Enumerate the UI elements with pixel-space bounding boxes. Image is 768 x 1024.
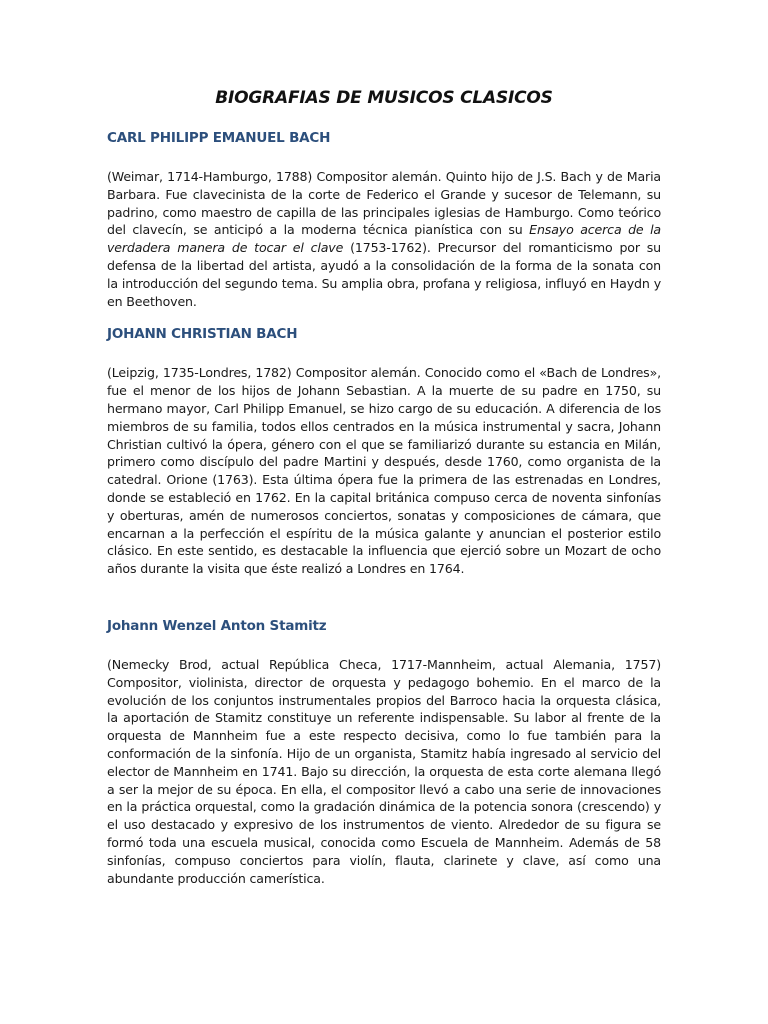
biography-paragraph: (Leipzig, 1735-Londres, 1782) Compositor alemán. Conocido como el «Bach de Londres», fue el menor de los hijos de Johann Sebastian. A la muerte de su padre en 1750, su hermano mayor, Carl Philipp Emanuel, se hizo cargo de su educación. A diferencia de los miembros de su familia, todos ellos centrados en la música instrumental y sacra, Johann Christian cultivó la ópera, género con el que se familiarizó durante su estancia en Milán, primero como discípulo del padre Martini y después, desde 1760, como organista de la catedral. Orione (1763). Esta última ópera fue la primera de las estrenadas en Londres, donde se estableció en 1762. En la capital británica compuso cerca de noventa sinfonías y oberturas, amén de numerosos conciertos, sonatas y composiciones de cámara, que encarnan a la perfección el espíritu de la música galante y anuncian el posterior estilo clásico. En este sentido, es destacable la influencia que ejerció sobre un Mozart de ocho años durante la visita que éste realizó a Londres en 1764. xyxy=(107,365,661,577)
biography-paragraph: (Nemecky Brod, actual República Checa, 1717-Mannheim, actual Alemania, 1757) Compositor, violinista, director de orquesta y pedagogo bohemio. En el marco de la evolución de los conjuntos instrumentales propios del Barroco hacia la orquesta clásica, la aportación de Stamitz constituye un referente indispensable. Su labor al frente de la orquesta de Mannheim fue a este respecto decisiva, como lo fue también para la conformación de la sinfonía. Hijo de un organista, Stamitz había ingresado al servicio del elector de Mannheim en 1741. Bajo su dirección, la orquesta de esta corte alemana llegó a ser la mejor de su época. En ella, el compositor llevó a cabo una serie de innovaciones en la práctica orquestal, como la gradación dinámica de la potencia sonora (crescendo) y el uso destacado y expresivo de los instrumentos de viento. Alrededor de su figura se formó toda una escuela musical, conocida como Escuela de Mannheim. Además de 58 sinfonías, compuso conciertos para violín, flauta, clarinete y clave, así como una abundante producción camerística. xyxy=(107,656,661,886)
biography-paragraph xyxy=(107,168,661,310)
section-heading: Johann Wenzel Anton Stamitz xyxy=(107,617,327,634)
bio-text: (1753-1762). Precursor del romanticismo por su defensa de la libertad del artista, ayudó a la consolidación de la forma de la sonata con la introducción del segundo tema. Su amplia obra, profana y religiosa, influyó en Haydn y en Beethoven. xyxy=(107,240,662,309)
bio-text: (Weimar, 1714-Hamburgo, 1788) Compositor alemán. Quinto hijo de J.S. Bach y de Maria Barbara. Fue clavecinista de la corte de Federico el Grande y sucesor de Telemann, su padrino, como maestro de capilla de las principales iglesias de Hamburgo. Como teórico del clavecín, se anticipó a la moderna técnica pianística con su xyxy=(107,169,661,238)
book-title: Ensayo acerca de la verdadera manera de tocar el clave xyxy=(107,222,662,256)
section-johann-wenzel-anton-stamitz xyxy=(107,618,661,887)
section-johann-christian-bach xyxy=(107,326,661,578)
section-heading: CARL PHILIPP EMANUEL BACH xyxy=(107,130,331,146)
document-title: BIOGRAFIAS DE MUSICOS CLASICOS xyxy=(215,88,553,108)
section-heading: JOHANN CHRISTIAN BACH xyxy=(107,326,298,343)
section-carl-philipp-emanuel-bach xyxy=(107,130,661,310)
